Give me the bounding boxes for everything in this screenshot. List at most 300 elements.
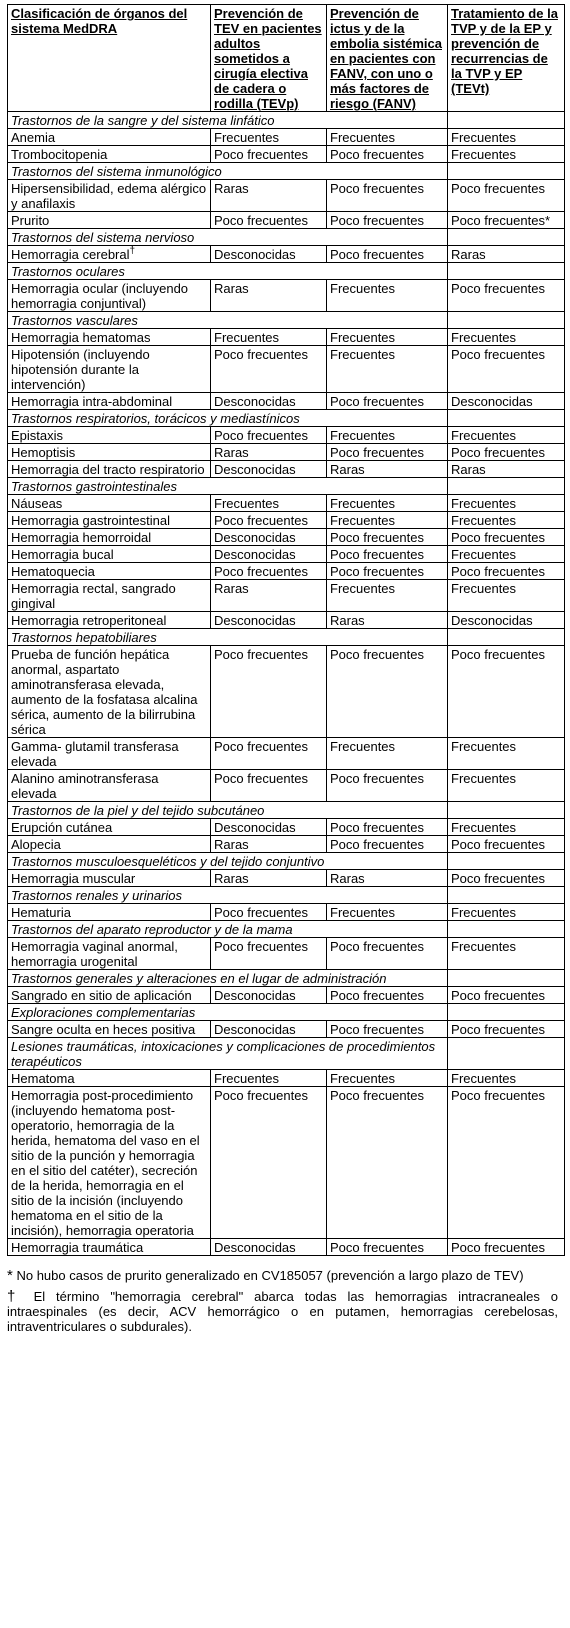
frequency-fanv-text: Frecuentes	[330, 496, 396, 511]
reaction-name	[8, 1070, 211, 1087]
category-label: Trastornos de la piel y del tejido subcutáneo	[8, 802, 448, 819]
frequency-fanv	[327, 819, 448, 836]
reaction-name-text: Hemoptisis	[11, 445, 76, 460]
frequency-tevp	[211, 129, 327, 146]
category-row	[8, 921, 565, 938]
frequency-tevt	[448, 246, 565, 263]
category-label: Trastornos de la sangre y del sistema linfático	[8, 112, 448, 129]
frequency-fanv-text: Poco frecuentes	[330, 213, 424, 228]
frequency-tevp	[211, 612, 327, 629]
frequency-fanv	[327, 870, 448, 887]
frequency-tevp	[211, 393, 327, 410]
frequency-fanv-text: Frecuentes	[330, 581, 396, 596]
frequency-fanv	[327, 1239, 448, 1256]
frequency-tevt-text: Frecuentes	[451, 905, 517, 920]
frequency-tevp-text: Desconocidas	[214, 820, 296, 835]
frequency-tevt	[448, 904, 565, 921]
frequency-tevt-text: Desconocidas	[451, 613, 533, 628]
reaction-name	[8, 329, 211, 346]
frequency-tevp	[211, 280, 327, 312]
category-row	[8, 629, 565, 646]
frequency-fanv	[327, 904, 448, 921]
category-empty-cell	[448, 629, 565, 646]
reaction-name	[8, 738, 211, 770]
frequency-fanv-text: Poco frecuentes	[330, 1240, 424, 1255]
frequency-fanv-text: Poco frecuentes	[330, 837, 424, 852]
frequency-tevt	[448, 393, 565, 410]
frequency-tevt	[448, 563, 565, 580]
reaction-name-text: Hemorragia post-procedimiento (incluyendo hematoma post- operatorio, hemorragia de la herida, hematoma del vaso en el sitio de la punción y hemorragia en el sitio del catéter), secreción de la herida, hemorragia en el sitio de la incisión (incluyendo hematoma en el sitio de la incisión), hemorragia operatoria	[11, 1088, 200, 1238]
table-row	[8, 329, 565, 346]
reaction-name	[8, 938, 211, 970]
frequency-tevp-text: Poco frecuentes	[214, 564, 308, 579]
reaction-name-text: Hemorragia muscular	[11, 871, 136, 886]
table-row	[8, 246, 565, 263]
frequency-tevp-text: Poco frecuentes	[214, 513, 308, 528]
frequency-tevt-text: Desconocidas	[451, 394, 533, 409]
category-row	[8, 163, 565, 180]
reaction-name-text: Hemorragia hematomas	[11, 330, 151, 345]
reaction-name	[8, 1239, 211, 1256]
reaction-name-text: Hipersensibilidad, edema alérgico y anafilaxis	[11, 181, 207, 211]
frequency-fanv	[327, 529, 448, 546]
reaction-name	[8, 563, 211, 580]
frequency-tevt-text: Poco frecuentes	[451, 564, 545, 579]
frequency-tevp	[211, 1070, 327, 1087]
frequency-tevt	[448, 1021, 565, 1038]
frequency-tevt-text: Frecuentes	[451, 739, 517, 754]
document	[7, 4, 564, 1340]
frequency-tevp-text: Raras	[214, 281, 249, 296]
frequency-fanv-text: Poco frecuentes	[330, 547, 424, 562]
reaction-name-text: Hemorragia hemorroidal	[11, 530, 152, 545]
frequency-tevp-text: Raras	[214, 181, 249, 196]
category-label: Lesiones traumáticas, intoxicaciones y complicaciones de procedimientos terapéuticos	[8, 1038, 448, 1070]
frequency-tevt-text: Frecuentes	[451, 581, 517, 596]
frequency-fanv	[327, 427, 448, 444]
frequency-tevt-text: Frecuentes	[451, 130, 517, 145]
frequency-fanv	[327, 246, 448, 263]
category-empty-cell	[448, 410, 565, 427]
frequency-tevp-text: Poco frecuentes	[214, 1088, 308, 1103]
frequency-tevt-text: Frecuentes	[451, 428, 517, 443]
frequency-tevt-text: Frecuentes	[451, 547, 517, 562]
category-row	[8, 970, 565, 987]
header-soc: Clasificación de órganos del sistema MedDRA	[8, 5, 211, 112]
category-empty-cell	[448, 312, 565, 329]
frequency-tevp	[211, 427, 327, 444]
table-row	[8, 529, 565, 546]
frequency-tevt-text: Poco frecuentes	[451, 445, 545, 460]
category-row	[8, 478, 565, 495]
frequency-tevp	[211, 512, 327, 529]
reaction-name	[8, 212, 211, 229]
frequency-tevp-text: Poco frecuentes	[214, 347, 308, 362]
frequency-tevt-text: Raras	[451, 462, 486, 477]
reaction-name	[8, 836, 211, 853]
frequency-tevt	[448, 529, 565, 546]
reaction-name	[8, 1021, 211, 1038]
reaction-name	[8, 129, 211, 146]
frequency-tevp	[211, 563, 327, 580]
frequency-fanv	[327, 346, 448, 393]
frequency-tevp	[211, 770, 327, 802]
reaction-name	[8, 444, 211, 461]
frequency-fanv-text: Poco frecuentes	[330, 445, 424, 460]
frequency-tevp-text: Frecuentes	[214, 330, 280, 345]
category-label: Trastornos del sistema nervioso	[8, 229, 448, 246]
frequency-tevt	[448, 770, 565, 802]
reaction-name-text: Erupción cutánea	[11, 820, 113, 835]
frequency-tevt	[448, 180, 565, 212]
frequency-tevp	[211, 329, 327, 346]
category-row	[8, 229, 565, 246]
frequency-tevt	[448, 819, 565, 836]
footnote-text: El término "hemorragia cerebral" abarca todas las hemorragias intracraneales o intraespinales (es decir, ACV hemorrágico o en putamen, hemorragias cerebelosas, intraventriculares o subdurales).	[7, 1289, 558, 1334]
frequency-tevp	[211, 495, 327, 512]
frequency-tevt	[448, 444, 565, 461]
frequency-tevt-text: Poco frecuentes	[451, 988, 545, 1003]
frequency-tevt-text: Poco frecuentes	[451, 837, 545, 852]
frequency-fanv	[327, 563, 448, 580]
frequency-tevp-text: Desconocidas	[214, 247, 296, 262]
frequency-tevt-text: Raras	[451, 247, 486, 262]
frequency-tevt-text: Frecuentes	[451, 1071, 517, 1086]
frequency-fanv	[327, 987, 448, 1004]
reaction-name	[8, 427, 211, 444]
frequency-fanv-text: Poco frecuentes	[330, 247, 424, 262]
footnote-marker: †	[129, 245, 136, 257]
frequency-tevp-text: Poco frecuentes	[214, 147, 308, 162]
reaction-name-text: Hematuria	[11, 905, 71, 920]
reaction-name-text: Alanino aminotransferasa elevada	[11, 771, 159, 801]
frequency-fanv	[327, 836, 448, 853]
frequency-tevt	[448, 836, 565, 853]
table-row	[8, 346, 565, 393]
frequency-fanv	[327, 612, 448, 629]
frequency-tevp-text: Frecuentes	[214, 1071, 280, 1086]
table-row	[8, 938, 565, 970]
reaction-name-text: Hemorragia rectal, sangrado gingival	[11, 581, 176, 611]
frequency-fanv-text: Frecuentes	[330, 130, 396, 145]
reaction-name-text: Hemorragia cerebral	[11, 247, 130, 262]
frequency-tevt	[448, 1239, 565, 1256]
reaction-name	[8, 987, 211, 1004]
table-row	[8, 1239, 565, 1256]
reaction-name-text: Hemorragia vaginal anormal, hemorragia urogenital	[11, 939, 178, 969]
frequency-tevt-text: Frecuentes	[451, 939, 517, 954]
frequency-fanv-text: Poco frecuentes	[330, 564, 424, 579]
table-row	[8, 512, 565, 529]
frequency-tevt	[448, 461, 565, 478]
frequency-tevp-text: Desconocidas	[214, 462, 296, 477]
frequency-tevp	[211, 580, 327, 612]
reaction-name-text: Alopecia	[11, 837, 61, 852]
category-label: Trastornos vasculares	[8, 312, 448, 329]
reaction-name-text: Hemorragia bucal	[11, 547, 114, 562]
frequency-tevt-text: Poco frecuentes	[451, 871, 545, 886]
frequency-fanv	[327, 738, 448, 770]
category-empty-cell	[448, 853, 565, 870]
frequency-tevp-text: Poco frecuentes	[214, 905, 308, 920]
table-row	[8, 444, 565, 461]
frequency-tevt-text: Frecuentes	[451, 496, 517, 511]
frequency-tevt-text: Frecuentes	[451, 771, 517, 786]
table-row	[8, 212, 565, 229]
frequency-tevt-text: Poco frecuentes*	[451, 213, 551, 228]
category-label: Exploraciones complementarias	[8, 1004, 448, 1021]
reaction-name-text: Sangre oculta en heces positiva	[11, 1022, 196, 1037]
header-fanv: Prevención de ictus y de la embolia sistémica en pacientes con FANV, con uno o más factores de riesgo (FANV)	[327, 5, 448, 112]
frequency-tevt-text: Poco frecuentes	[451, 347, 545, 362]
reaction-name	[8, 529, 211, 546]
frequency-fanv-text: Raras	[330, 462, 365, 477]
frequency-fanv	[327, 1087, 448, 1239]
frequency-tevp	[211, 819, 327, 836]
frequency-tevp	[211, 1239, 327, 1256]
frequency-tevp	[211, 987, 327, 1004]
adverse-reactions-table	[7, 4, 565, 1256]
category-empty-cell	[448, 263, 565, 280]
table-row	[8, 738, 565, 770]
frequency-tevp	[211, 444, 327, 461]
reaction-name-text: Prueba de función hepática anormal, aspartato aminotransferasa elevada, aumento de la fosfatasa alcalina sérica, aumento de la bilirrubina sérica	[11, 647, 198, 737]
frequency-tevp-text: Desconocidas	[214, 613, 296, 628]
frequency-fanv	[327, 329, 448, 346]
table-body	[8, 112, 565, 1256]
frequency-fanv-text: Frecuentes	[330, 347, 396, 362]
frequency-fanv-text: Frecuentes	[330, 513, 396, 528]
reaction-name-text: Hemorragia ocular (incluyendo hemorragia conjuntival)	[11, 281, 189, 311]
frequency-tevp	[211, 212, 327, 229]
reaction-name	[8, 1087, 211, 1239]
category-label: Trastornos renales y urinarios	[8, 887, 448, 904]
category-label: Trastornos musculoesqueléticos y del tejido conjuntivo	[8, 853, 448, 870]
reaction-name-text: Gamma- glutamil transferasa elevada	[11, 739, 179, 769]
reaction-name	[8, 180, 211, 212]
category-empty-cell	[448, 802, 565, 819]
reaction-name	[8, 612, 211, 629]
frequency-tevp	[211, 461, 327, 478]
frequency-tevp-text: Desconocidas	[214, 988, 296, 1003]
category-empty-cell	[448, 1038, 565, 1070]
frequency-tevt-text: Poco frecuentes	[451, 1022, 545, 1037]
frequency-fanv	[327, 938, 448, 970]
frequency-tevt-text: Poco frecuentes	[451, 181, 545, 196]
frequency-fanv-text: Poco frecuentes	[330, 1088, 424, 1103]
footnote-text: No hubo casos de prurito generalizado en CV185057 (prevención a largo plazo de TEV)	[16, 1268, 524, 1283]
category-row	[8, 802, 565, 819]
reaction-name-text: Epistaxis	[11, 428, 64, 443]
table-row	[8, 146, 565, 163]
frequency-tevp-text: Frecuentes	[214, 130, 280, 145]
table-row	[8, 612, 565, 629]
table-row	[8, 180, 565, 212]
frequency-tevp-text: Poco frecuentes	[214, 647, 308, 662]
reaction-name	[8, 904, 211, 921]
reaction-name	[8, 819, 211, 836]
frequency-fanv	[327, 580, 448, 612]
frequency-tevt	[448, 612, 565, 629]
reaction-name	[8, 770, 211, 802]
table-row	[8, 836, 565, 853]
frequency-tevp	[211, 1087, 327, 1239]
reaction-name-text: Hematoma	[11, 1071, 75, 1086]
frequency-tevt	[448, 870, 565, 887]
frequency-fanv-text: Frecuentes	[330, 330, 396, 345]
table-row	[8, 1087, 565, 1239]
frequency-fanv	[327, 129, 448, 146]
frequency-tevt	[448, 546, 565, 563]
frequency-tevt	[448, 427, 565, 444]
frequency-tevt	[448, 1087, 565, 1239]
reaction-name	[8, 646, 211, 738]
frequency-tevp-text: Desconocidas	[214, 1022, 296, 1037]
frequency-tevp-text: Raras	[214, 581, 249, 596]
footnote-symbol: *	[7, 1267, 13, 1284]
category-empty-cell	[448, 970, 565, 987]
table-row	[8, 1070, 565, 1087]
category-row	[8, 312, 565, 329]
frequency-tevt	[448, 580, 565, 612]
frequency-tevt	[448, 329, 565, 346]
reaction-name-text: Hemorragia traumática	[11, 1240, 144, 1255]
table-row	[8, 393, 565, 410]
table-row	[8, 427, 565, 444]
frequency-tevp-text: Poco frecuentes	[214, 213, 308, 228]
frequency-fanv-text: Raras	[330, 871, 365, 886]
frequency-fanv	[327, 444, 448, 461]
frequency-tevp-text: Poco frecuentes	[214, 428, 308, 443]
frequency-fanv	[327, 495, 448, 512]
reaction-name-text: Prurito	[11, 213, 50, 228]
reaction-name	[8, 461, 211, 478]
reaction-name-text: Hematoquecia	[11, 564, 95, 579]
reaction-name-text: Hemorragia retroperitoneal	[11, 613, 167, 628]
table-row	[8, 819, 565, 836]
table-row	[8, 580, 565, 612]
table-row	[8, 461, 565, 478]
table-row	[8, 129, 565, 146]
frequency-fanv-text: Poco frecuentes	[330, 394, 424, 409]
footnotes	[7, 1268, 564, 1334]
frequency-tevp	[211, 870, 327, 887]
frequency-tevp-text: Frecuentes	[214, 496, 280, 511]
frequency-fanv-text: Poco frecuentes	[330, 771, 424, 786]
category-row	[8, 1038, 565, 1070]
category-empty-cell	[448, 887, 565, 904]
frequency-tevp	[211, 1021, 327, 1038]
category-row	[8, 853, 565, 870]
frequency-tevt-text: Poco frecuentes	[451, 647, 545, 662]
frequency-tevp	[211, 346, 327, 393]
table-row	[8, 904, 565, 921]
frequency-fanv-text: Poco frecuentes	[330, 530, 424, 545]
frequency-tevp	[211, 546, 327, 563]
frequency-fanv-text: Poco frecuentes	[330, 1022, 424, 1037]
frequency-tevp	[211, 180, 327, 212]
reaction-name-text: Hemorragia gastrointestinal	[11, 513, 170, 528]
header-tevt: Tratamiento de la TVP y de la EP y prevención de recurrencias de la TVP y EP (TEVt)	[448, 5, 565, 112]
frequency-fanv	[327, 212, 448, 229]
frequency-tevt	[448, 346, 565, 393]
frequency-tevp-text: Desconocidas	[214, 394, 296, 409]
category-row	[8, 1004, 565, 1021]
frequency-tevt	[448, 212, 565, 229]
frequency-tevt	[448, 938, 565, 970]
frequency-tevt	[448, 1070, 565, 1087]
reaction-name-text: Náuseas	[11, 496, 63, 511]
category-empty-cell	[448, 921, 565, 938]
category-label: Trastornos oculares	[8, 263, 448, 280]
frequency-tevt	[448, 129, 565, 146]
frequency-tevp-text: Desconocidas	[214, 547, 296, 562]
frequency-fanv	[327, 180, 448, 212]
frequency-fanv	[327, 1021, 448, 1038]
frequency-fanv	[327, 770, 448, 802]
reaction-name-text: Sangrado en sitio de aplicación	[11, 988, 192, 1003]
reaction-name	[8, 495, 211, 512]
category-label: Trastornos hepatobiliares	[8, 629, 448, 646]
frequency-fanv-text: Poco frecuentes	[330, 647, 424, 662]
table-row	[8, 987, 565, 1004]
reaction-name-text: Hemorragia del tracto respiratorio	[11, 462, 205, 477]
reaction-name	[8, 580, 211, 612]
frequency-fanv	[327, 646, 448, 738]
frequency-tevt-text: Poco frecuentes	[451, 281, 545, 296]
category-label: Trastornos respiratorios, torácicos y mediastínicos	[8, 410, 448, 427]
category-label: Trastornos del aparato reproductor y de la mama	[8, 921, 448, 938]
frequency-tevt	[448, 738, 565, 770]
frequency-tevp-text: Poco frecuentes	[214, 739, 308, 754]
table-row	[8, 280, 565, 312]
frequency-tevt-text: Poco frecuentes	[451, 1240, 545, 1255]
reaction-name	[8, 512, 211, 529]
category-row	[8, 263, 565, 280]
frequency-fanv	[327, 280, 448, 312]
category-empty-cell	[448, 478, 565, 495]
frequency-fanv	[327, 393, 448, 410]
frequency-tevt-text: Poco frecuentes	[451, 530, 545, 545]
table-row	[8, 646, 565, 738]
frequency-fanv	[327, 146, 448, 163]
category-label: Trastornos generales y alteraciones en el lugar de administración	[8, 970, 448, 987]
frequency-fanv-text: Poco frecuentes	[330, 820, 424, 835]
header-tevp: Prevención de TEV en pacientes adultos sometidos a cirugía electiva de cadera o rodilla (TEVp)	[211, 5, 327, 112]
category-label: Trastornos del sistema inmunológico	[8, 163, 448, 180]
table-row	[8, 495, 565, 512]
category-empty-cell	[448, 163, 565, 180]
frequency-tevp-text: Raras	[214, 871, 249, 886]
frequency-tevp	[211, 904, 327, 921]
table-row	[8, 770, 565, 802]
frequency-fanv-text: Poco frecuentes	[330, 181, 424, 196]
reaction-name-text: Hipotensión (incluyendo hipotensión durante la intervención)	[11, 347, 150, 392]
frequency-tevp	[211, 646, 327, 738]
frequency-fanv	[327, 1070, 448, 1087]
footnote	[7, 1289, 558, 1334]
frequency-fanv-text: Poco frecuentes	[330, 147, 424, 162]
frequency-tevt	[448, 646, 565, 738]
frequency-fanv-text: Poco frecuentes	[330, 939, 424, 954]
table-header-row	[8, 5, 565, 112]
frequency-fanv	[327, 546, 448, 563]
table-row	[8, 1021, 565, 1038]
category-empty-cell	[448, 229, 565, 246]
reaction-name	[8, 393, 211, 410]
frequency-tevt-text: Frecuentes	[451, 513, 517, 528]
frequency-fanv-text: Frecuentes	[330, 739, 396, 754]
